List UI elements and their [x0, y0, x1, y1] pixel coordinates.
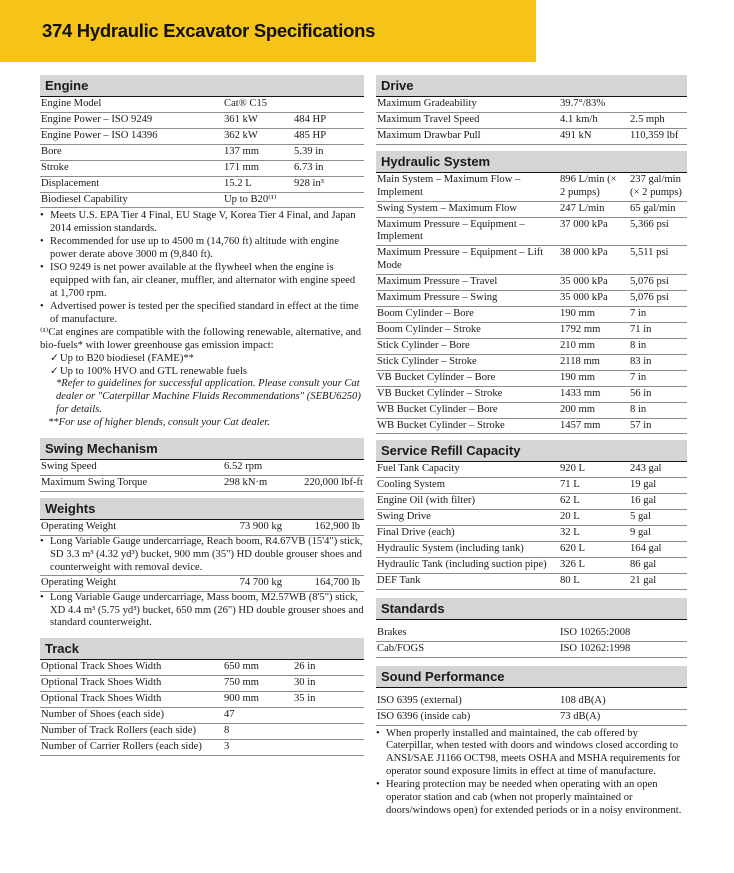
spec-label: WB Bucket Cylinder – Bore [376, 402, 560, 418]
table-row [376, 694, 687, 709]
spec-value-metric: 47 [224, 708, 288, 724]
spec-value-imperial: 220,000 lbf-ft [288, 476, 364, 492]
table-row [376, 478, 687, 494]
spec-value-metric: 190 mm [560, 307, 624, 323]
table-row [376, 322, 687, 338]
spec-label: Boom Cylinder – Bore [376, 307, 560, 323]
spec-label: VB Bucket Cylinder – Bore [376, 370, 560, 386]
table-row [376, 307, 687, 323]
spec-value-metric: 171 mm [224, 160, 288, 176]
spec-value-imperial: 5,366 psi [624, 217, 687, 246]
table-row [376, 291, 687, 307]
table-row: Operating Weight 74 700 kg 164,700 lb [40, 576, 364, 591]
spec-value-imperial: 110,359 lbf [624, 128, 687, 144]
spec-value-metric: 3 [224, 739, 288, 755]
left-column [40, 75, 364, 756]
standards-table [376, 626, 687, 658]
engine-note: • Meets U.S. EPA Tier 4 Final, EU Stage V, Korea Tier 4 Final, and Japan 2014 emission standards. [40, 210, 356, 235]
spec-label: Engine Power – ISO 14396 [40, 128, 224, 144]
spec-value-metric: 750 mm [224, 676, 288, 692]
spec-value-metric: 62 L [560, 494, 624, 510]
table-row [40, 724, 364, 740]
table-row [376, 573, 687, 589]
spec-value-imperial: 86 gal [624, 557, 687, 573]
spec-value-metric: 73 dB(A) [560, 709, 687, 725]
table-row [376, 402, 687, 418]
spec-label: Optional Track Shoes Width [40, 676, 224, 692]
engine-notes [40, 210, 364, 430]
spec-label: Number of Track Rollers (each side) [40, 724, 224, 740]
spec-label: Optional Track Shoes Width [40, 660, 224, 675]
spec-label: Boom Cylinder – Stroke [376, 322, 560, 338]
refill-heading: Service Refill Capacity [376, 440, 687, 462]
spec-label: Engine Model [40, 97, 224, 112]
table-row [40, 660, 364, 675]
spec-label: ISO 6395 (external) [376, 694, 560, 709]
engine-heading: Engine [40, 75, 364, 97]
spec-value-metric: ISO 10262:1998 [560, 641, 687, 657]
check-icon: ✓ [50, 352, 59, 364]
table-row [376, 370, 687, 386]
spec-value-metric: 326 L [560, 557, 624, 573]
spec-label: DEF Tank [376, 573, 560, 589]
hydraulic-heading: Hydraulic System [376, 151, 687, 173]
weights-note: • Long Variable Gauge undercarriage, Mass boom, M2.57WB (8'5") stick, XD 4.4 m³ (5.75 yd³) bucket, 650 mm (26") HD double grouser shoes and standard counterweight. [40, 591, 364, 629]
spec-label: Displacement [40, 176, 224, 192]
spec-value-metric: 210 mm [560, 338, 624, 354]
spec-value-imperial: 9 gal [624, 526, 687, 542]
spec-value-imperial: 2.5 mph [624, 112, 687, 128]
spec-value-metric: 361 kW [224, 112, 288, 128]
spec-value-imperial [288, 192, 364, 208]
spec-label: Hydraulic Tank (including suction pipe) [376, 557, 560, 573]
table-row [376, 626, 687, 641]
table-row [40, 676, 364, 692]
spec-label: Maximum Travel Speed [376, 112, 560, 128]
weights-note: • Long Variable Gauge undercarriage, Reach boom, R4.67VB (15'4") stick, SD 3.3 m³ (4.32 yd³) bucket, 900 mm (35") HD double grouser shoes and counterweight with removal device. [40, 536, 364, 576]
spec-label: Biodiesel Capability [40, 192, 224, 208]
title-banner [0, 0, 536, 62]
spec-value-metric: 80 L [560, 573, 624, 589]
spec-label: Brakes [376, 626, 560, 641]
table-row [376, 201, 687, 217]
table-row [40, 739, 364, 755]
table-row [376, 354, 687, 370]
spec-value-metric: 900 mm [224, 692, 288, 708]
spec-value-imperial [288, 460, 364, 475]
table-row [40, 160, 364, 176]
table-row [40, 112, 364, 128]
table-row [376, 217, 687, 246]
spec-label: Swing Drive [376, 510, 560, 526]
spec-value-metric: 15.2 L [224, 176, 288, 192]
sound-note: • Hearing protection may be needed when operating with an open operator station and cab (when not properly maintained or doors/windows open) for extended periods or in a noisy environment. [376, 779, 682, 817]
table-row [376, 338, 687, 354]
spec-label: Final Drive (each) [376, 526, 560, 542]
spec-label: Stroke [40, 160, 224, 176]
spec-value-metric: 920 L [560, 462, 624, 477]
engine-note: • Recommended for use up to 4500 m (14,760 ft) altitude with engine power derate above 3000 m (9,840 ft). [40, 236, 339, 261]
spec-value-imperial [288, 739, 364, 755]
spec-value-metric: 247 L/min [560, 201, 624, 217]
spec-value-imperial: 8 in [624, 338, 687, 354]
spec-value-metric: 71 L [560, 478, 624, 494]
spec-value-metric: 137 mm [224, 144, 288, 160]
spec-value-metric: ISO 10265:2008 [560, 626, 687, 641]
spec-value-imperial: 5,511 psi [624, 246, 687, 275]
spec-value-metric: 298 kN·m [224, 476, 288, 492]
standards-heading: Standards [376, 598, 687, 620]
page-title: 374 Hydraulic Excavator Specifications [42, 20, 376, 41]
table-row [40, 708, 364, 724]
sound-note: • When properly installed and maintained, the cab offered by Caterpillar, when tested with doors and windows closed according to ANSI/SAE J1166 OCT98, meets OSHA and MSHA requirements for operator sound exposure limits in effect at time of manufacture. [376, 727, 681, 778]
spec-value-imperial: 5.39 in [288, 144, 364, 160]
spec-label: Engine Oil (with filter) [376, 494, 560, 510]
table-row [376, 386, 687, 402]
spec-label: Engine Power – ISO 9249 [40, 112, 224, 128]
spec-label: Number of Carrier Rollers (each side) [40, 739, 224, 755]
spec-value-metric: 35 000 kPa [560, 291, 624, 307]
engine-table [40, 97, 364, 208]
spec-value-metric: Cat® C15 [224, 97, 288, 112]
spec-value-imperial [288, 97, 364, 112]
spec-value-metric: 620 L [560, 542, 624, 558]
fuel-check-item: ✓ Up to B20 biodiesel (FAME)** [50, 352, 194, 364]
spec-value-imperial [288, 724, 364, 740]
spec-label: Maximum Pressure – Equipment – Lift Mode [376, 246, 560, 275]
spec-value-metric: 1457 mm [560, 418, 624, 434]
spec-label: Maximum Pressure – Swing [376, 291, 560, 307]
table-row [40, 460, 364, 475]
table-row: Operating Weight 73 900 kg 162,900 lb [40, 520, 364, 535]
table-row [376, 709, 687, 725]
spec-value-imperial: 237 gal/min (× 2 pumps) [624, 173, 687, 201]
spec-label: Stick Cylinder – Stroke [376, 354, 560, 370]
table-row [376, 275, 687, 291]
spec-label: Maximum Swing Torque [40, 476, 224, 492]
spec-label: Maximum Pressure – Equipment – Implement [376, 217, 560, 246]
spec-value-imperial: 56 in [624, 386, 687, 402]
spec-value-metric: 8 [224, 724, 288, 740]
spec-value-metric: 491 kN [560, 128, 624, 144]
weights-heading: Weights [40, 498, 364, 520]
table-row [376, 494, 687, 510]
table-row [40, 97, 364, 112]
swing-heading: Swing Mechanism [40, 438, 364, 460]
spec-value-imperial: 8 in [624, 402, 687, 418]
spec-label: Hydraulic System (including tank) [376, 542, 560, 558]
spec-label: Main System – Maximum Flow – Implement [376, 173, 560, 201]
sound-notes [376, 728, 687, 818]
spec-value-imperial: 19 gal [624, 478, 687, 494]
spec-value-metric: 2118 mm [560, 354, 624, 370]
refill-table [376, 462, 687, 589]
spec-value-imperial: 7 in [624, 307, 687, 323]
spec-label: Bore [40, 144, 224, 160]
engine-italic-note: *Refer to guidelines for successful application. Please consult your Cat dealer or "Caterpillar Machine Fluids Recommendations" (SEBU6250) for details. [56, 378, 361, 416]
check-icon: ✓ [50, 365, 59, 377]
spec-value-imperial: 71 in [624, 322, 687, 338]
hydraulic-table [376, 173, 687, 435]
track-table [40, 660, 364, 756]
table-row [376, 557, 687, 573]
spec-label: VB Bucket Cylinder – Stroke [376, 386, 560, 402]
spec-value-imperial [288, 708, 364, 724]
spec-value-imperial: 30 in [288, 676, 364, 692]
spec-value-imperial: 243 gal [624, 462, 687, 477]
table-row [376, 112, 687, 128]
spec-value-imperial [624, 97, 687, 112]
spec-label: Optional Track Shoes Width [40, 692, 224, 708]
table-row [376, 542, 687, 558]
table-row [376, 418, 687, 434]
spec-label: WB Bucket Cylinder – Stroke [376, 418, 560, 434]
spec-label: Cab/FOGS [376, 641, 560, 657]
spec-value-imperial: 5,076 psi [624, 275, 687, 291]
spec-value-metric: 200 mm [560, 402, 624, 418]
weights-table-1 [40, 520, 364, 536]
drive-heading: Drive [376, 75, 687, 97]
spec-label: Fuel Tank Capacity [376, 462, 560, 477]
spec-value-metric: 1433 mm [560, 386, 624, 402]
weights-table-2 [40, 576, 364, 592]
spec-value-metric: 37 000 kPa [560, 217, 624, 246]
spec-value-metric: 108 dB(A) [560, 694, 687, 709]
engine-note: • Advertised power is tested per the specified standard in effect at the time of manufacture. [40, 300, 359, 325]
table-row [40, 128, 364, 144]
spec-value-imperial: 928 in³ [288, 176, 364, 192]
sound-heading: Sound Performance [376, 666, 687, 688]
spec-label: Swing Speed [40, 460, 224, 475]
table-row [376, 526, 687, 542]
spec-value-imperial: 484 HP [288, 112, 364, 128]
spec-value-imperial: 83 in [624, 354, 687, 370]
spec-label: Maximum Drawbar Pull [376, 128, 560, 144]
spec-value-imperial: 26 in [288, 660, 364, 675]
spec-value-imperial: 65 gal/min [624, 201, 687, 217]
spec-value-metric: 6.52 rpm [224, 460, 288, 475]
table-row [376, 173, 687, 201]
engine-note: • ISO 9249 is net power available at the flywheel when the engine is equipped with fan, air cleaner, muffler, and alternator with engine speed at 1,700 rpm. [40, 262, 356, 299]
table-row [376, 462, 687, 477]
table-row [376, 510, 687, 526]
spec-value-imperial: 16 gal [624, 494, 687, 510]
spec-value-metric: Up to B20⁽¹⁾ [224, 192, 288, 208]
engine-footnote: ⁽¹⁾Cat engines are compatible with the following renewable, alternative, and bio-fuels* with lower greenhouse gas emission impact: [40, 326, 362, 351]
spec-value-imperial: 21 gal [624, 573, 687, 589]
spec-value-metric: 38 000 kPa [560, 246, 624, 275]
spec-value-imperial: 6.73 in [288, 160, 364, 176]
table-row [376, 128, 687, 144]
table-row [40, 144, 364, 160]
spec-value-metric: 896 L/min (× 2 pumps) [560, 173, 624, 201]
spec-value-metric: 20 L [560, 510, 624, 526]
sound-table [376, 694, 687, 726]
table-row [40, 476, 364, 492]
spec-value-imperial: 485 HP [288, 128, 364, 144]
spec-value-metric: 4.1 km/h [560, 112, 624, 128]
spec-value-imperial: 57 in [624, 418, 687, 434]
track-heading: Track [40, 638, 364, 660]
spec-value-metric: 190 mm [560, 370, 624, 386]
table-row [40, 692, 364, 708]
spec-value-imperial: 7 in [624, 370, 687, 386]
table-row [376, 246, 687, 275]
spec-value-metric: 35 000 kPa [560, 275, 624, 291]
spec-value-metric: 39.7°/83% [560, 97, 624, 112]
swing-table [40, 460, 364, 492]
table-row [40, 192, 364, 208]
spec-value-imperial: 5 gal [624, 510, 687, 526]
spec-label: Maximum Gradeability [376, 97, 560, 112]
spec-label: Cooling System [376, 478, 560, 494]
spec-value-imperial: 35 in [288, 692, 364, 708]
fuel-check-item: ✓ Up to 100% HVO and GTL renewable fuels [50, 365, 248, 377]
right-column [376, 75, 687, 818]
table-row [376, 97, 687, 112]
spec-value-imperial: 164 gal [624, 542, 687, 558]
table-row [376, 641, 687, 657]
table-row [40, 176, 364, 192]
spec-value-metric: 32 L [560, 526, 624, 542]
spec-label: Maximum Pressure – Travel [376, 275, 560, 291]
spec-label: Number of Shoes (each side) [40, 708, 224, 724]
spec-label: ISO 6396 (inside cab) [376, 709, 560, 725]
spec-value-metric: 1792 mm [560, 322, 624, 338]
spec-value-metric: 362 kW [224, 128, 288, 144]
engine-italic-note: **For use of higher blends, consult your Cat dealer. [48, 417, 270, 429]
spec-value-metric: 650 mm [224, 660, 288, 675]
spec-label: Swing System – Maximum Flow [376, 201, 560, 217]
drive-table [376, 97, 687, 145]
spec-label: Stick Cylinder – Bore [376, 338, 560, 354]
spec-value-imperial: 5,076 psi [624, 291, 687, 307]
